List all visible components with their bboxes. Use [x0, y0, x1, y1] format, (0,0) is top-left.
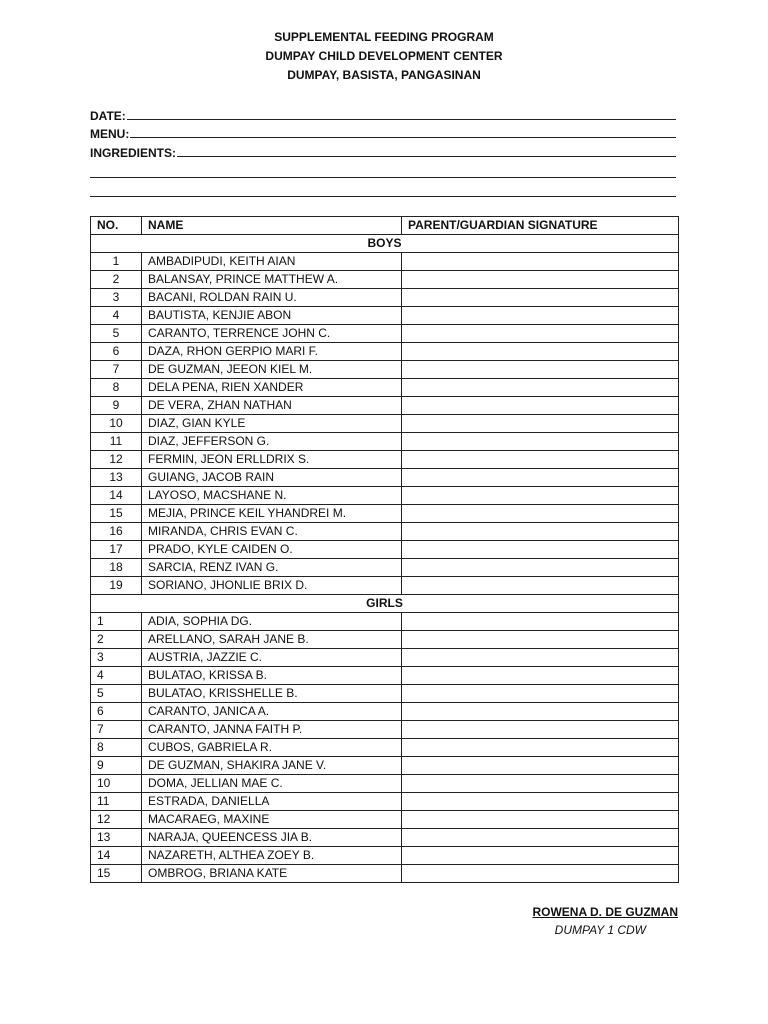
row-number: 18 — [91, 559, 142, 577]
child-name: BULATAO, KRISSHELLE B. — [142, 685, 402, 703]
signature-cell[interactable] — [402, 703, 679, 721]
signature-cell[interactable] — [402, 667, 679, 685]
child-name: NARAJA, QUEENCESS JIA B. — [142, 829, 402, 847]
row-number: 7 — [91, 361, 142, 379]
attendance-table — [90, 216, 679, 883]
signature-cell[interactable] — [402, 775, 679, 793]
section-label-girls: GIRLS — [91, 595, 679, 613]
table-row — [91, 829, 679, 847]
row-number: 14 — [91, 487, 142, 505]
date-blank-line[interactable] — [127, 107, 676, 120]
signature-cell[interactable] — [402, 451, 679, 469]
child-name: ESTRADA, DANIELLA — [142, 793, 402, 811]
table-row — [91, 865, 679, 883]
signature-cell[interactable] — [402, 271, 679, 289]
table-row — [91, 685, 679, 703]
table-row — [91, 793, 679, 811]
child-name: DOMA, JELLIAN MAE C. — [142, 775, 402, 793]
signatory-name: ROWENA D. DE GUZMAN — [532, 905, 678, 919]
row-number: 1 — [91, 253, 142, 271]
menu-blank-line[interactable] — [130, 125, 676, 138]
signature-cell[interactable] — [402, 505, 679, 523]
ingredients-extra-line[interactable] — [90, 178, 676, 197]
signature-cell[interactable] — [402, 307, 679, 325]
row-number: 16 — [91, 523, 142, 541]
child-name: DAZA, RHON GERPIO MARI F. — [142, 343, 402, 361]
child-name: LAYOSO, MACSHANE N. — [142, 487, 402, 505]
table-row — [91, 361, 679, 379]
row-number: 4 — [91, 307, 142, 325]
child-name: SORIANO, JHONLIE BRIX D. — [142, 577, 402, 595]
ingredients-field[interactable] — [90, 141, 676, 160]
row-number: 1 — [91, 613, 142, 631]
table-row — [91, 613, 679, 631]
child-name: MACARAEG, MAXINE — [142, 811, 402, 829]
child-name: BALANSAY, PRINCE MATTHEW A. — [142, 271, 402, 289]
child-name: BACANI, ROLDAN RAIN U. — [142, 289, 402, 307]
signature-cell[interactable] — [402, 523, 679, 541]
table-row — [91, 289, 679, 307]
row-number: 8 — [91, 739, 142, 757]
signatory-block — [532, 903, 678, 939]
signature-cell[interactable] — [402, 631, 679, 649]
row-number: 12 — [91, 451, 142, 469]
row-number: 2 — [91, 631, 142, 649]
section-label-boys: BOYS — [91, 235, 679, 253]
table-row — [91, 379, 679, 397]
table-row — [91, 721, 679, 739]
table-row — [91, 667, 679, 685]
table-row — [91, 703, 679, 721]
table-row — [91, 397, 679, 415]
table-row — [91, 847, 679, 865]
row-number: 2 — [91, 271, 142, 289]
row-number: 10 — [91, 775, 142, 793]
signature-cell[interactable] — [402, 325, 679, 343]
table-row — [91, 757, 679, 775]
signature-cell[interactable] — [402, 253, 679, 271]
child-name: BAUTISTA, KENJIE ABON — [142, 307, 402, 325]
child-name: BULATAO, KRISSA B. — [142, 667, 402, 685]
table-row — [91, 253, 679, 271]
child-name: NAZARETH, ALTHEA ZOEY B. — [142, 847, 402, 865]
signature-cell[interactable] — [402, 541, 679, 559]
signature-cell[interactable] — [402, 757, 679, 775]
signature-cell[interactable] — [402, 289, 679, 307]
signature-cell[interactable] — [402, 577, 679, 595]
table-row — [91, 343, 679, 361]
child-name: MIRANDA, CHRIS EVAN C. — [142, 523, 402, 541]
row-number: 6 — [91, 343, 142, 361]
ingredients-blank-line[interactable] — [177, 144, 676, 157]
table-row — [91, 523, 679, 541]
signature-cell[interactable] — [402, 613, 679, 631]
signature-cell[interactable] — [402, 433, 679, 451]
row-number: 9 — [91, 397, 142, 415]
table-header-row — [91, 217, 679, 235]
child-name: ADIA, SOPHIA DG. — [142, 613, 402, 631]
center-address: DUMPAY, BASISTA, PANGASINAN — [287, 68, 481, 82]
row-number: 17 — [91, 541, 142, 559]
table-row — [91, 451, 679, 469]
signature-cell[interactable] — [402, 865, 679, 883]
signature-cell[interactable] — [402, 559, 679, 577]
table-row — [91, 415, 679, 433]
menu-field[interactable] — [90, 123, 676, 142]
child-name: CUBOS, GABRIELA R. — [142, 739, 402, 757]
table-row — [91, 559, 679, 577]
signature-cell[interactable] — [402, 721, 679, 739]
row-number: 15 — [91, 505, 142, 523]
child-name: DIAZ, GIAN KYLE — [142, 415, 402, 433]
child-name: FERMIN, JEON ERLLDRIX S. — [142, 451, 402, 469]
child-name: ARELLANO, SARAH JANE B. — [142, 631, 402, 649]
signature-cell[interactable] — [402, 379, 679, 397]
child-name: PRADO, KYLE CAIDEN O. — [142, 541, 402, 559]
table-row — [91, 811, 679, 829]
center-name: DUMPAY CHILD DEVELOPMENT CENTER — [265, 49, 503, 63]
row-number: 6 — [91, 703, 142, 721]
program-title: SUPPLEMENTAL FEEDING PROGRAM — [274, 30, 494, 44]
child-name: AUSTRIA, JAZZIE C. — [142, 649, 402, 667]
row-number: 4 — [91, 667, 142, 685]
table-row — [91, 577, 679, 595]
child-name: DE VERA, ZHAN NATHAN — [142, 397, 402, 415]
row-number: 3 — [91, 289, 142, 307]
table-row — [91, 433, 679, 451]
signature-cell[interactable] — [402, 649, 679, 667]
table-row — [91, 775, 679, 793]
signature-cell[interactable] — [402, 361, 679, 379]
child-name: GUIANG, JACOB RAIN — [142, 469, 402, 487]
row-number: 13 — [91, 829, 142, 847]
row-number: 9 — [91, 757, 142, 775]
column-header-signature: PARENT/GUARDIAN SIGNATURE — [402, 217, 679, 235]
row-number: 11 — [91, 433, 142, 451]
row-number: 14 — [91, 847, 142, 865]
ingredients-label: INGREDIENTS: — [90, 145, 177, 160]
table-row — [91, 505, 679, 523]
child-name: MEJIA, PRINCE KEIL YHANDREI M. — [142, 505, 402, 523]
row-number: 19 — [91, 577, 142, 595]
child-name: DELA PENA, RIEN XANDER — [142, 379, 402, 397]
form-fields — [90, 104, 676, 197]
signature-cell[interactable] — [402, 793, 679, 811]
child-name: CARANTO, JANICA A. — [142, 703, 402, 721]
row-number: 5 — [91, 685, 142, 703]
child-name: DIAZ, JEFFERSON G. — [142, 433, 402, 451]
table-row — [91, 325, 679, 343]
signature-cell[interactable] — [402, 847, 679, 865]
child-name: AMBADIPUDI, KEITH AIAN — [142, 253, 402, 271]
menu-label: MENU: — [90, 127, 130, 141]
table-row — [91, 739, 679, 757]
signature-cell[interactable] — [402, 739, 679, 757]
table-row — [91, 469, 679, 487]
date-label: DATE: — [90, 108, 126, 123]
document-header — [0, 28, 768, 85]
child-name: SARCIA, RENZ IVAN G. — [142, 559, 402, 577]
signature-cell[interactable] — [402, 343, 679, 361]
row-number: 13 — [91, 469, 142, 487]
section-row-girls — [91, 595, 679, 613]
signatory-position: DUMPAY 1 CDW — [554, 923, 646, 937]
signature-cell[interactable] — [402, 415, 679, 433]
date-field[interactable] — [90, 104, 676, 123]
column-header-no: NO. — [91, 217, 142, 235]
table-row — [91, 307, 679, 325]
table-row — [91, 487, 679, 505]
signature-cell[interactable] — [402, 397, 679, 415]
child-name: DE GUZMAN, JEEON KIEL M. — [142, 361, 402, 379]
signature-cell[interactable] — [402, 685, 679, 703]
column-header-name: NAME — [142, 217, 402, 235]
child-name: OMBROG, BRIANA KATE — [142, 865, 402, 883]
signature-cell[interactable] — [402, 487, 679, 505]
table-row — [91, 541, 679, 559]
ingredients-extra-line[interactable] — [90, 160, 676, 179]
child-name: CARANTO, TERRENCE JOHN C. — [142, 325, 402, 343]
section-row-boys — [91, 235, 679, 253]
signature-cell[interactable] — [402, 811, 679, 829]
table-row — [91, 271, 679, 289]
signature-cell[interactable] — [402, 469, 679, 487]
row-number: 5 — [91, 325, 142, 343]
signature-cell[interactable] — [402, 829, 679, 847]
row-number: 15 — [91, 865, 142, 883]
table-row — [91, 649, 679, 667]
row-number: 11 — [91, 793, 142, 811]
table-row — [91, 631, 679, 649]
row-number: 8 — [91, 379, 142, 397]
row-number: 3 — [91, 649, 142, 667]
child-name: DE GUZMAN, SHAKIRA JANE V. — [142, 757, 402, 775]
row-number: 12 — [91, 811, 142, 829]
row-number: 7 — [91, 721, 142, 739]
child-name: CARANTO, JANNA FAITH P. — [142, 721, 402, 739]
row-number: 10 — [91, 415, 142, 433]
